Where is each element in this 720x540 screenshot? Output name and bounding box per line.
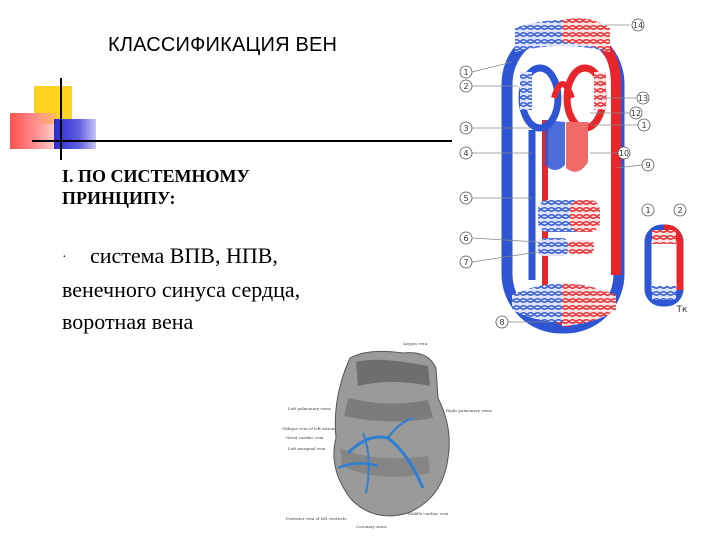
diagram-label: 2: [463, 82, 469, 91]
diagram-label: 1: [641, 121, 647, 130]
heart-label: Posterior vein of left ventricle: [286, 516, 347, 521]
diagram-label: 10: [618, 149, 630, 158]
inset-label: 2: [677, 206, 683, 215]
inset-caption: Тк: [676, 305, 688, 315]
inset-label: 1: [645, 206, 651, 215]
bullet-icon: ·: [62, 249, 67, 265]
heart-label: Azygos vein: [403, 341, 428, 346]
heart-label: Great cardiac vein: [286, 435, 324, 440]
heading-line-2: ПРИНЦИПУ:: [62, 188, 176, 208]
heart-label: Right pulmonary veins: [446, 408, 492, 413]
section-heading: [62, 165, 250, 209]
decor-red-square: [10, 113, 56, 149]
diagram-label: 3: [463, 124, 469, 133]
heart-label: Left marginal vein: [288, 446, 326, 451]
bullet-item-text: система ВПВ, НПВ, венечного синуса сердца, воротная вена: [62, 243, 301, 334]
diagram-label: 14: [632, 21, 644, 30]
decor-horizontal-rule: [32, 140, 452, 142]
diagram-label: 1: [463, 68, 469, 77]
heart-caption: Coronary sinus: [356, 524, 387, 529]
circulation-diagram: [450, 10, 700, 335]
diagram-label: 13: [637, 94, 649, 103]
heart-label: Oblique vein of left atrium: [282, 426, 336, 431]
diagram-label: 12: [630, 109, 642, 118]
diagram-label: 6: [463, 234, 469, 243]
slide-title: КЛАССИФИКАЦИЯ ВЕН: [108, 34, 338, 56]
diagram-label: 4: [463, 149, 469, 158]
heading-line-1: I. ПО СИСТЕМНОМУ: [62, 166, 250, 186]
decor-vertical-line: [60, 78, 62, 160]
diagram-number-labels: [460, 19, 688, 328]
diagram-label: 8: [499, 318, 505, 327]
heart-label: Left pulmonary veins: [288, 406, 331, 411]
heart-illustration: [278, 338, 492, 533]
diagram-label: 5: [463, 194, 469, 203]
heart-label: Middle cardiac vein: [408, 511, 449, 516]
bullet-item: [62, 240, 362, 338]
diagram-label: 7: [463, 258, 469, 267]
diagram-label: 9: [645, 161, 651, 170]
